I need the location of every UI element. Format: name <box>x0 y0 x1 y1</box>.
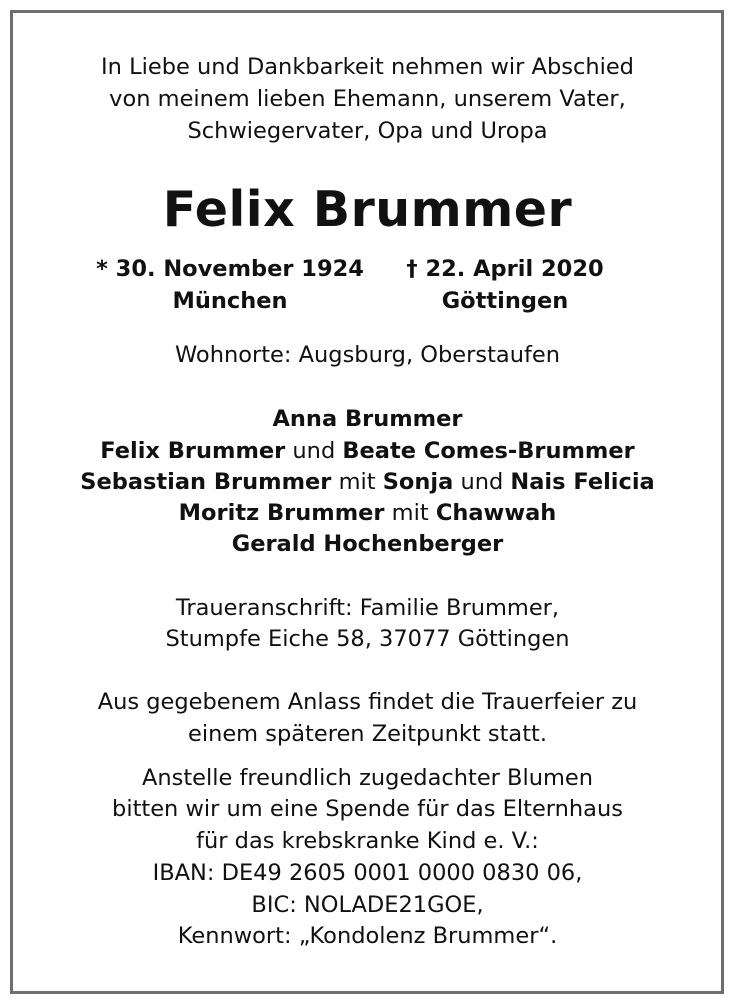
death-place: Göttingen <box>441 288 569 314</box>
donation-line-3: für das krebskranke Kind e. V.: <box>196 828 539 854</box>
mourner-conjunction: und <box>285 438 343 464</box>
donation-keyword: Kennwort: „Kondolenz Brummer“. <box>177 923 558 949</box>
deceased-name: Felix Brummer <box>162 181 573 238</box>
donation-line-2: bitten wir um eine Spende für das Elternhaus <box>112 796 623 822</box>
death-date: † 22. April 2020 <box>406 256 604 282</box>
mourner-line-3 <box>0 467 735 497</box>
mourner-name: Sebastian Brummer <box>80 469 332 495</box>
mourner-name: Chawwah <box>435 500 557 526</box>
mourner-name: Sonja <box>382 469 454 495</box>
mourner-name: Nais Felicia <box>510 469 655 495</box>
donation-bic: BIC: NOLADE21GOE, <box>251 892 484 918</box>
mourner-conjunction: mit <box>384 500 436 526</box>
residences: Wohnorte: Augsburg, Oberstaufen <box>175 342 560 368</box>
mourner-line-1: Anna Brummer <box>272 406 463 432</box>
mourner-line-4 <box>0 498 735 528</box>
mourner-line-5: Gerald Hochenberger <box>231 531 504 557</box>
donation-iban: IBAN: DE49 2605 0001 0000 0830 06, <box>152 860 583 886</box>
mourner-name: Beate Comes-Brummer <box>342 438 635 464</box>
birth-place: München <box>172 288 288 314</box>
ceremony-line-1: Aus gegebenem Anlass findet die Trauerfeier zu <box>97 689 638 715</box>
address-line-1: Traueranschrift: Familie Brummer, <box>175 595 560 621</box>
address-line-2: Stumpfe Eiche 58, 37077 Göttingen <box>165 626 570 652</box>
ceremony-line-2: einem späteren Zeitpunkt statt. <box>187 721 547 747</box>
intro-line-3: Schwiegervater, Opa und Uropa <box>187 118 548 144</box>
mourner-conjunction: mit <box>331 469 383 495</box>
mourner-name: Felix Brummer <box>100 438 286 464</box>
intro-line-2: von meinem lieben Ehemann, unserem Vater, <box>109 86 626 112</box>
life-dates <box>0 254 735 314</box>
intro-line-1: In Liebe und Dankbarkeit nehmen wir Abschied <box>101 54 634 80</box>
birth-date: * 30. November 1924 <box>96 256 364 282</box>
mourner-conjunction: und <box>453 469 511 495</box>
donation-line-1: Anstelle freundlich zugedachter Blumen <box>141 765 594 791</box>
mourner-line-2 <box>0 436 735 466</box>
mourner-name: Moritz Brummer <box>178 500 385 526</box>
